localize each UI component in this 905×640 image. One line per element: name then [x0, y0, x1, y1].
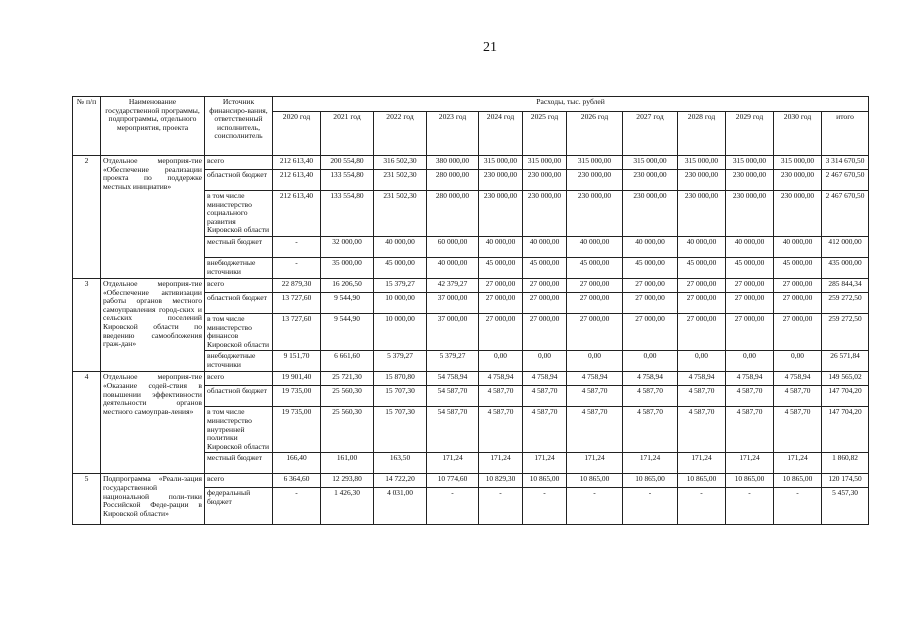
funding-source: всего [205, 156, 273, 170]
amount-cell: 10 000,00 [374, 313, 427, 350]
amount-cell: 10 865,00 [726, 474, 774, 488]
program-name: Отдельное мероприя-тие «Обеспечение активизации работы органов местного самоуправления город-ских и сельских поселений Кировской области по введению самообложения граж-дан» [101, 278, 205, 371]
funding-source: областной бюджет [205, 292, 273, 313]
table-row [73, 278, 869, 292]
row-number: 2 [73, 156, 101, 279]
amount-cell: 37 000,00 [427, 313, 479, 350]
total-cell: 2 467 670,50 [822, 170, 869, 191]
amount-cell: 230 000,00 [623, 191, 678, 237]
program-name: Отдельное мероприя-тие «Оказание содей-ствия в повышении эффективности деятельности органов местного самоуправ-ления» [101, 372, 205, 474]
amount-cell: 161,00 [321, 453, 374, 474]
table-row [73, 156, 869, 170]
header-no: № п/п [73, 97, 101, 156]
amount-cell: 14 722,20 [374, 474, 427, 488]
amount-cell: 40 000,00 [523, 236, 567, 257]
amount-cell: 230 000,00 [726, 191, 774, 237]
amount-cell: 315 000,00 [678, 156, 726, 170]
amount-cell: 230 000,00 [523, 191, 567, 237]
amount-cell: 0,00 [479, 351, 523, 372]
total-cell: 435 000,00 [822, 257, 869, 278]
amount-cell: 12 293,80 [321, 474, 374, 488]
amount-cell: 27 000,00 [567, 278, 623, 292]
amount-cell: 171,24 [567, 453, 623, 474]
funding-source: всего [205, 474, 273, 488]
amount-cell: 40 000,00 [567, 236, 623, 257]
table-row [73, 372, 869, 386]
amount-cell: - [523, 488, 567, 525]
amount-cell: - [726, 488, 774, 525]
amount-cell: 40 000,00 [479, 236, 523, 257]
amount-cell: 315 000,00 [523, 156, 567, 170]
amount-cell: 4 587,70 [567, 386, 623, 407]
amount-cell: 10 865,00 [774, 474, 822, 488]
header-name: Наименование государственной программы, подпрограммы, отдельного мероприятия, проекта [101, 97, 205, 156]
amount-cell: 27 000,00 [726, 278, 774, 292]
amount-cell: - [567, 488, 623, 525]
amount-cell: 212 613,40 [273, 156, 321, 170]
amount-cell: 316 502,30 [374, 156, 427, 170]
amount-cell: 40 000,00 [427, 257, 479, 278]
amount-cell: 4 587,70 [523, 407, 567, 453]
funding-source: федеральный бюджет [205, 488, 273, 525]
amount-cell: 10 865,00 [523, 474, 567, 488]
amount-cell: 27 000,00 [479, 313, 523, 350]
amount-cell: 6 364,60 [273, 474, 321, 488]
amount-cell: 45 000,00 [567, 257, 623, 278]
budget-table-container [72, 96, 868, 525]
funding-source: местный бюджет [205, 236, 273, 257]
amount-cell: - [678, 488, 726, 525]
amount-cell: 171,24 [774, 453, 822, 474]
total-cell: 26 571,84 [822, 351, 869, 372]
header-expenses: Расходы, тыс. рублей [273, 97, 869, 112]
amount-cell: 45 000,00 [678, 257, 726, 278]
funding-source: в том числе министерство финансов Кировской области [205, 313, 273, 350]
amount-cell: 10 829,30 [479, 474, 523, 488]
amount-cell: 27 000,00 [479, 292, 523, 313]
amount-cell: 171,24 [427, 453, 479, 474]
amount-cell: 37 000,00 [427, 292, 479, 313]
amount-cell: 10 865,00 [567, 474, 623, 488]
header-year: 2025 год [523, 112, 567, 156]
row-number: 4 [73, 372, 101, 474]
amount-cell: 231 502,30 [374, 170, 427, 191]
row-number: 5 [73, 474, 101, 525]
funding-source: в том числе министерство социального развития Кировской области [205, 191, 273, 237]
amount-cell: 4 758,94 [567, 372, 623, 386]
header-year: 2030 год [774, 112, 822, 156]
program-name: Подпрограмма «Реали-зация государственной национальной поли-тики Российской Феде-рации в Кировской области» [101, 474, 205, 525]
amount-cell: 19 735,00 [273, 386, 321, 407]
header-source: Источник финансиро-вания, ответственный исполнитель, соисполнитель [205, 97, 273, 156]
amount-cell: 4 758,94 [774, 372, 822, 386]
amount-cell: - [273, 257, 321, 278]
page-number: 21 [483, 40, 497, 55]
amount-cell: 4 758,94 [623, 372, 678, 386]
amount-cell: 0,00 [567, 351, 623, 372]
funding-source: областной бюджет [205, 386, 273, 407]
amount-cell: 1 426,30 [321, 488, 374, 525]
amount-cell: 315 000,00 [623, 156, 678, 170]
total-cell: 3 314 670,50 [822, 156, 869, 170]
amount-cell: 4 587,70 [623, 407, 678, 453]
amount-cell: 230 000,00 [567, 191, 623, 237]
amount-cell: 16 206,50 [321, 278, 374, 292]
amount-cell: 230 000,00 [774, 170, 822, 191]
amount-cell: 27 000,00 [726, 313, 774, 350]
amount-cell: 40 000,00 [726, 236, 774, 257]
total-cell: 259 272,50 [822, 292, 869, 313]
amount-cell: 4 587,70 [623, 386, 678, 407]
amount-cell: 54 587,70 [427, 407, 479, 453]
header-year: 2021 год [321, 112, 374, 156]
amount-cell: 230 000,00 [726, 170, 774, 191]
amount-cell: 230 000,00 [479, 191, 523, 237]
amount-cell: 15 707,30 [374, 386, 427, 407]
amount-cell: 45 000,00 [523, 257, 567, 278]
amount-cell: 45 000,00 [479, 257, 523, 278]
amount-cell: 15 379,27 [374, 278, 427, 292]
amount-cell: 230 000,00 [678, 170, 726, 191]
amount-cell: 0,00 [774, 351, 822, 372]
amount-cell: 315 000,00 [726, 156, 774, 170]
amount-cell: 163,50 [374, 453, 427, 474]
amount-cell: 171,24 [623, 453, 678, 474]
amount-cell: 4 587,70 [774, 407, 822, 453]
budget-table [72, 96, 869, 525]
amount-cell: 10 865,00 [623, 474, 678, 488]
total-cell: 285 844,34 [822, 278, 869, 292]
amount-cell: 5 379,27 [427, 351, 479, 372]
amount-cell: 4 758,94 [726, 372, 774, 386]
header-year: 2020 год [273, 112, 321, 156]
amount-cell: 27 000,00 [726, 292, 774, 313]
amount-cell: 40 000,00 [374, 236, 427, 257]
amount-cell: 19 901,40 [273, 372, 321, 386]
amount-cell: 4 758,94 [523, 372, 567, 386]
amount-cell: 4 587,70 [678, 386, 726, 407]
amount-cell: 25 721,30 [321, 372, 374, 386]
amount-cell: 10 865,00 [678, 474, 726, 488]
funding-source: внебюджетные источники [205, 257, 273, 278]
amount-cell: 27 000,00 [479, 278, 523, 292]
amount-cell: 200 554,80 [321, 156, 374, 170]
amount-cell: 280 000,00 [427, 191, 479, 237]
amount-cell: 27 000,00 [623, 292, 678, 313]
header-year: итого [822, 112, 869, 156]
amount-cell: 230 000,00 [567, 170, 623, 191]
amount-cell: 231 502,30 [374, 191, 427, 237]
amount-cell: 19 735,00 [273, 407, 321, 453]
total-cell: 120 174,50 [822, 474, 869, 488]
amount-cell: 45 000,00 [726, 257, 774, 278]
amount-cell: 4 587,70 [523, 386, 567, 407]
amount-cell: 60 000,00 [427, 236, 479, 257]
amount-cell: 9 544,90 [321, 313, 374, 350]
amount-cell: 27 000,00 [774, 278, 822, 292]
header-year: 2028 год [678, 112, 726, 156]
amount-cell: 27 000,00 [567, 313, 623, 350]
amount-cell: 230 000,00 [623, 170, 678, 191]
amount-cell: 27 000,00 [523, 313, 567, 350]
amount-cell: 27 000,00 [774, 313, 822, 350]
amount-cell: 27 000,00 [623, 278, 678, 292]
amount-cell: - [479, 488, 523, 525]
amount-cell: - [273, 488, 321, 525]
funding-source: местный бюджет [205, 453, 273, 474]
table-body [73, 156, 869, 525]
amount-cell: 315 000,00 [479, 156, 523, 170]
amount-cell: 166,40 [273, 453, 321, 474]
amount-cell: 27 000,00 [567, 292, 623, 313]
amount-cell: 25 560,30 [321, 386, 374, 407]
amount-cell: 40 000,00 [678, 236, 726, 257]
amount-cell: 4 758,94 [678, 372, 726, 386]
amount-cell: 171,24 [726, 453, 774, 474]
amount-cell: 212 613,40 [273, 170, 321, 191]
amount-cell: - [623, 488, 678, 525]
header-year: 2022 год [374, 112, 427, 156]
amount-cell: 4 587,70 [726, 386, 774, 407]
total-cell: 259 272,50 [822, 313, 869, 350]
amount-cell: 230 000,00 [479, 170, 523, 191]
amount-cell: 380 000,00 [427, 156, 479, 170]
amount-cell: 27 000,00 [678, 313, 726, 350]
amount-cell: 45 000,00 [374, 257, 427, 278]
amount-cell: 280 000,00 [427, 170, 479, 191]
table-row [73, 474, 869, 488]
amount-cell: 212 613,40 [273, 191, 321, 237]
funding-source: в том числе министерство внутренней политики Кировской области [205, 407, 273, 453]
amount-cell: 4 031,00 [374, 488, 427, 525]
amount-cell: 230 000,00 [774, 191, 822, 237]
amount-cell: 171,24 [523, 453, 567, 474]
amount-cell: 9 544,90 [321, 292, 374, 313]
total-cell: 2 467 670,50 [822, 191, 869, 237]
amount-cell: 10 774,60 [427, 474, 479, 488]
amount-cell: 4 587,70 [726, 407, 774, 453]
amount-cell: 40 000,00 [623, 236, 678, 257]
amount-cell: 4 587,70 [774, 386, 822, 407]
amount-cell: 15 707,30 [374, 407, 427, 453]
header-year: 2023 год [427, 112, 479, 156]
amount-cell: 230 000,00 [523, 170, 567, 191]
amount-cell: 0,00 [678, 351, 726, 372]
header-year: 2029 год [726, 112, 774, 156]
amount-cell: 27 000,00 [523, 292, 567, 313]
amount-cell: 4 587,70 [678, 407, 726, 453]
amount-cell: 4 758,94 [479, 372, 523, 386]
total-cell: 1 860,82 [822, 453, 869, 474]
funding-source: всего [205, 372, 273, 386]
amount-cell: 42 379,27 [427, 278, 479, 292]
amount-cell: 133 554,80 [321, 191, 374, 237]
amount-cell: 54 758,94 [427, 372, 479, 386]
amount-cell: 6 661,60 [321, 351, 374, 372]
amount-cell: 0,00 [623, 351, 678, 372]
amount-cell: - [774, 488, 822, 525]
amount-cell: - [427, 488, 479, 525]
amount-cell: 27 000,00 [678, 292, 726, 313]
header-year: 2024 год [479, 112, 523, 156]
amount-cell: 27 000,00 [623, 313, 678, 350]
row-number: 3 [73, 278, 101, 371]
amount-cell: 13 727,60 [273, 292, 321, 313]
total-cell: 147 704,20 [822, 407, 869, 453]
header-year: 2027 год [623, 112, 678, 156]
amount-cell: 27 000,00 [774, 292, 822, 313]
amount-cell: 32 000,00 [321, 236, 374, 257]
amount-cell: 15 870,80 [374, 372, 427, 386]
total-cell: 147 704,20 [822, 386, 869, 407]
amount-cell: 4 587,70 [479, 386, 523, 407]
amount-cell: 5 379,27 [374, 351, 427, 372]
amount-cell: 13 727,60 [273, 313, 321, 350]
amount-cell: 171,24 [678, 453, 726, 474]
amount-cell: 315 000,00 [567, 156, 623, 170]
header-year: 2026 год [567, 112, 623, 156]
total-cell: 5 457,30 [822, 488, 869, 525]
amount-cell: 10 000,00 [374, 292, 427, 313]
table-header [73, 97, 869, 156]
amount-cell: 45 000,00 [623, 257, 678, 278]
amount-cell: 27 000,00 [678, 278, 726, 292]
amount-cell: 45 000,00 [774, 257, 822, 278]
total-cell: 149 565,02 [822, 372, 869, 386]
amount-cell: 4 587,70 [567, 407, 623, 453]
amount-cell: 315 000,00 [774, 156, 822, 170]
amount-cell: 27 000,00 [523, 278, 567, 292]
funding-source: внебюджетные источники [205, 351, 273, 372]
amount-cell: 0,00 [523, 351, 567, 372]
amount-cell: - [273, 236, 321, 257]
amount-cell: 0,00 [726, 351, 774, 372]
funding-source: областной бюджет [205, 170, 273, 191]
amount-cell: 171,24 [479, 453, 523, 474]
amount-cell: 9 151,70 [273, 351, 321, 372]
amount-cell: 4 587,70 [479, 407, 523, 453]
amount-cell: 35 000,00 [321, 257, 374, 278]
funding-source: всего [205, 278, 273, 292]
amount-cell: 25 560,30 [321, 407, 374, 453]
total-cell: 412 000,00 [822, 236, 869, 257]
amount-cell: 133 554,80 [321, 170, 374, 191]
amount-cell: 54 587,70 [427, 386, 479, 407]
amount-cell: 40 000,00 [774, 236, 822, 257]
amount-cell: 230 000,00 [678, 191, 726, 237]
amount-cell: 22 879,30 [273, 278, 321, 292]
program-name: Отдельное мероприя-тие «Обеспечение реализации проекта по поддержке местных инициатив» [101, 156, 205, 279]
